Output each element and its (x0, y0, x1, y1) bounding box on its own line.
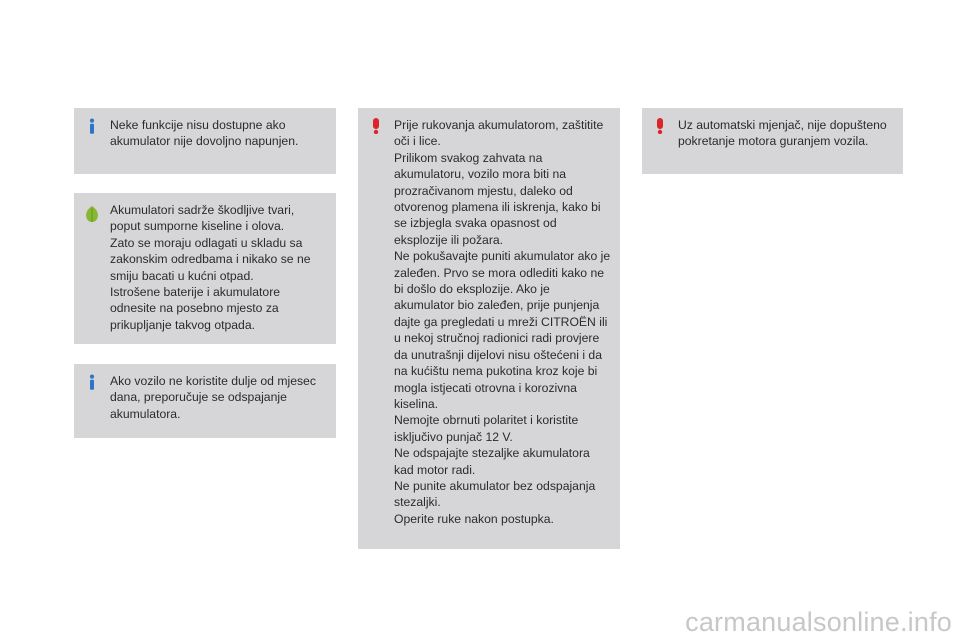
paragraph: Istrošene baterije i akumulatore odnesite na posebno mjesto za prikupljanje takvog otpada. (110, 285, 281, 332)
paragraph: Akumulatori sadrže škodljive tvari, poput sumporne kiseline i olova. (110, 203, 295, 234)
info-icon (85, 374, 99, 390)
paragraph: Operite ruke nakon postupka. (394, 511, 554, 526)
warning-note-text (394, 117, 612, 527)
watermark: carmanualsonline.info (685, 607, 952, 637)
paragraph: Nemojte obrnuti polaritet i koristite isključivo punjač 12 V. (394, 413, 579, 444)
environment-note-box (74, 193, 336, 344)
paragraph: Neke funkcije nisu dostupne ako akumulator nije dovoljno napunjen. (110, 118, 299, 149)
warning-note-box (642, 108, 903, 174)
warning-note-box (358, 108, 620, 549)
leaf-icon (85, 205, 99, 223)
paragraph: Ne punite akumulator bez odspajanja stezaljki. (394, 478, 596, 510)
paragraph: Zato se moraju odlagati u skladu sa zakonskim odredbama i nikako se ne smiju bacati u kućni otpad. (110, 235, 311, 283)
info-icon (85, 118, 99, 134)
info-note-text (110, 373, 328, 422)
info-note-box (74, 108, 336, 174)
paragraph: Prilikom svakog zahvata na akumulatoru, vozilo mora biti na prozračivanom mjestu, daleko od otvorenog plamena ili iskrenja, kako bi se izbjegla svaka opasnost od eksplozije ili požara. (394, 150, 601, 247)
paragraph: Ne odspajajte stezaljke akumulatora kad motor radi. (394, 446, 590, 477)
paragraph: Ne pokušavajte puniti akumulator ako je zaleđen. Prvo se mora odlediti kako ne bi došlo do eksplozije. Ako je akumulator bio zaleđen, prije punjenja dajte ga pregledati u mreži CITROËN ili u nekoj stručnoj radionici radi provjere da unutrašnji dijelovi nisu oštećeni i da na kućištu nema pukotina kroz koje bi mogla istjecati otrovna i korozivna kiselina. (394, 249, 611, 411)
warning-icon (369, 118, 383, 134)
warning-icon (653, 118, 667, 134)
info-note-text (110, 117, 328, 150)
info-note-box (74, 364, 336, 438)
warning-note-text (678, 117, 896, 150)
paragraph: Ako vozilo ne koristite dulje od mjesec dana, preporučuje se odspajanje akumulatora. (110, 374, 316, 421)
environment-note-text (110, 202, 328, 333)
paragraph: Uz automatski mjenjač, nije dopušteno pokretanje motora guranjem vozila. (678, 118, 887, 149)
paragraph: Prije rukovanja akumulatorom, zaštitite oči i lice. (394, 118, 604, 149)
